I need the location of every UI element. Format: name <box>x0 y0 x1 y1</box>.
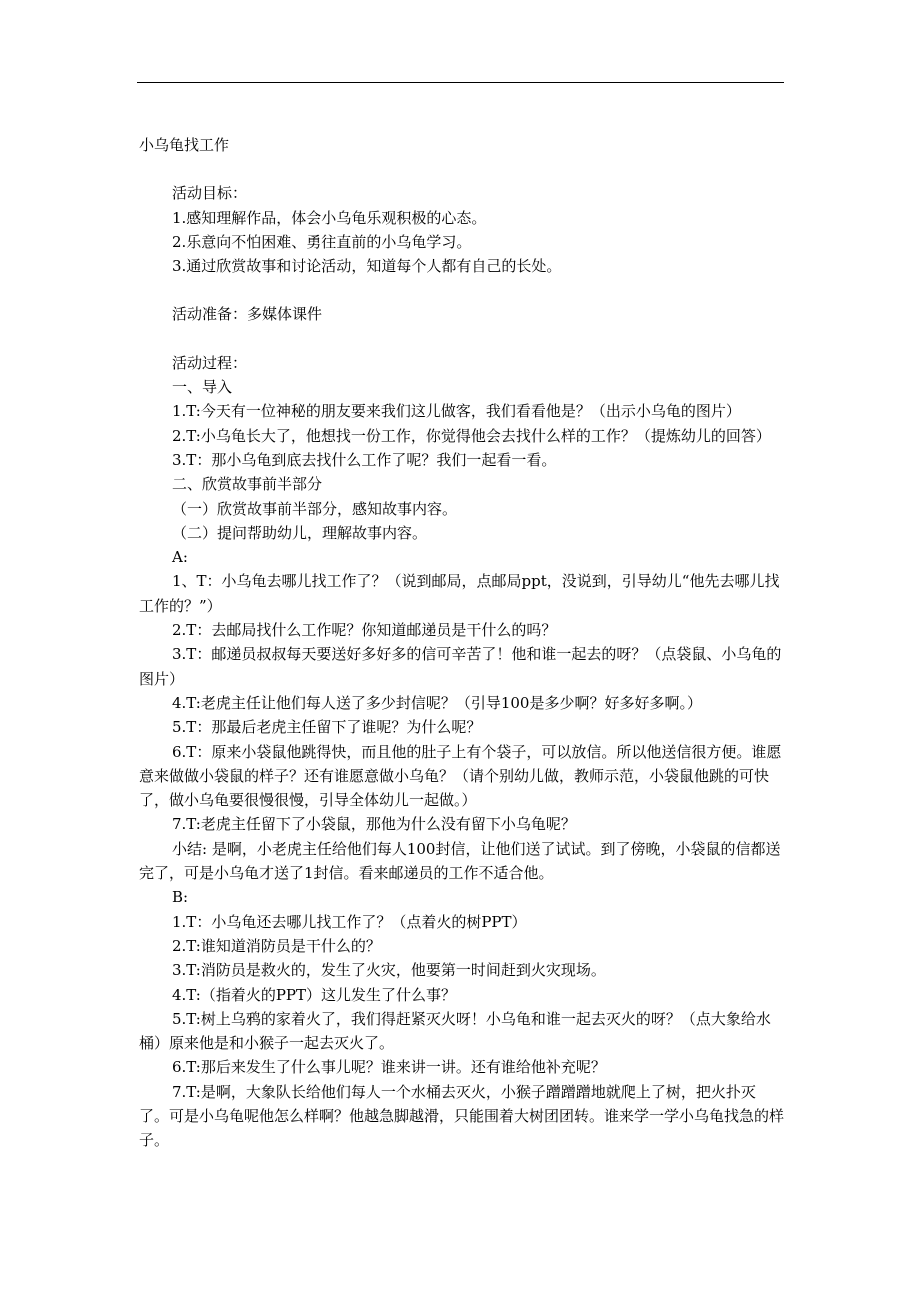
paragraph: 5.T：那最后老虎主任留下了谁呢？为什么呢？ <box>172 718 482 737</box>
paragraph: 1.感知理解作品，体会小乌龟乐观积极的心态。 <box>172 208 487 227</box>
paragraph: 6.T：原来小袋鼠他跳得快，而且他的肚子上有个袋子，可以放信。所以他送信很方便。谁愿意来做做小袋鼠的样子？还有谁愿意做小乌龟？（请个别幼儿做，教师示范，小袋鼠他跳的可快了，做小乌龟要很慢很慢，引导全体幼儿一起做。） <box>139 742 782 810</box>
paragraph: 活动目标： <box>172 184 248 203</box>
paragraph: 4.T:老虎主任让他们每人送了多少封信呢？（引导100是多少啊？好多好多啊。） <box>172 693 702 712</box>
paragraph: 3.通过欣赏故事和讨论活动，知道每个人都有自己的长处。 <box>172 257 562 276</box>
paragraph: 5.T:树上乌鸦的家着火了，我们得赶紧灭火呀！小乌龟和谁一起去灭火的呀？（点大象给水桶）原来他是和小猴子一起去灭火了。 <box>139 1009 771 1053</box>
paragraph: B: <box>172 888 189 907</box>
paragraph: 1、T：小乌龟去哪儿找工作了？（说到邮局，点邮局ppt，没说到，引导幼儿“他先去哪儿找工作的？”） <box>139 572 780 615</box>
paragraph: 3.T：那小乌龟到底去找什么工作了呢？我们一起看一看。 <box>172 450 557 469</box>
paragraph: 2.T:小乌龟长大了，他想找一份工作，你觉得他会去找什么样的工作？（提炼幼儿的回答） <box>172 426 771 445</box>
paragraph: 6.T:那后来发生了什么事儿呢？谁来讲一讲。还有谁给他补充呢？ <box>172 1058 606 1077</box>
paragraph: 7.T:是啊，大象队长给他们每人一个水桶去灭火，小猴子蹭蹭蹭地就爬上了树，把火扑灭了。可是小乌龟呢他怎么样啊？他越急脚越滑，只能围着大树团团转。谁来学一学小乌龟找急的样子。 <box>139 1082 785 1150</box>
paragraph: 3.T:消防员是救火的，发生了火灾，他要第一时间赶到火灾现场。 <box>172 961 606 980</box>
paragraph: 4.T:（指着火的PPT）这儿发生了什么事？ <box>172 985 457 1004</box>
paragraph: 2.T:谁知道消防员是干什么的？ <box>172 936 381 955</box>
spacer <box>139 278 784 302</box>
paragraph: 1.T：小乌龟还去哪儿找工作了？（点着火的树PPT） <box>172 912 527 931</box>
document-body <box>139 133 784 1153</box>
paragraph: 2.T：去邮局找什么工作呢？你知道邮递员是干什么的吗？ <box>172 621 557 640</box>
paragraph: 一、导入 <box>172 378 233 397</box>
header-rule <box>137 82 784 83</box>
paragraph: （一）欣赏故事前半部分，感知故事内容。 <box>172 499 458 518</box>
paragraph: 3.T：邮递员叔叔每天要送好多好多的信可辛苦了！他和谁一起去的呀？（点袋鼠、小乌龟的图片） <box>139 645 782 688</box>
paragraph: 2.乐意向不怕困难、勇往直前的小乌龟学习。 <box>172 232 472 251</box>
paragraph: （二）提问帮助幼儿，理解故事内容。 <box>172 523 428 542</box>
paragraph: 二、欣赏故事前半部分 <box>172 475 323 494</box>
paragraph: 1.T:今天有一位神秘的朋友要来我们这儿做客，我们看看他是？（出示小乌龟的图片） <box>172 402 741 421</box>
paragraph: 活动准备：多媒体课件 <box>172 305 323 324</box>
paragraph: A: <box>172 548 188 567</box>
spacer <box>139 327 784 351</box>
paragraph: 7.T:老虎主任留下了小袋鼠，那他为什么没有留下小乌龟呢？ <box>172 815 576 834</box>
paragraph: 活动过程： <box>172 353 248 372</box>
document-title: 小乌龟找工作 <box>139 136 230 154</box>
paragraph: 小结: 是啊，小老虎主任给他们每人100封信，让他们送了试试。到了傍晚，小袋鼠的信都送完了，可是小乌龟才送了1封信。看来邮递员的工作不适合他。 <box>139 839 781 883</box>
